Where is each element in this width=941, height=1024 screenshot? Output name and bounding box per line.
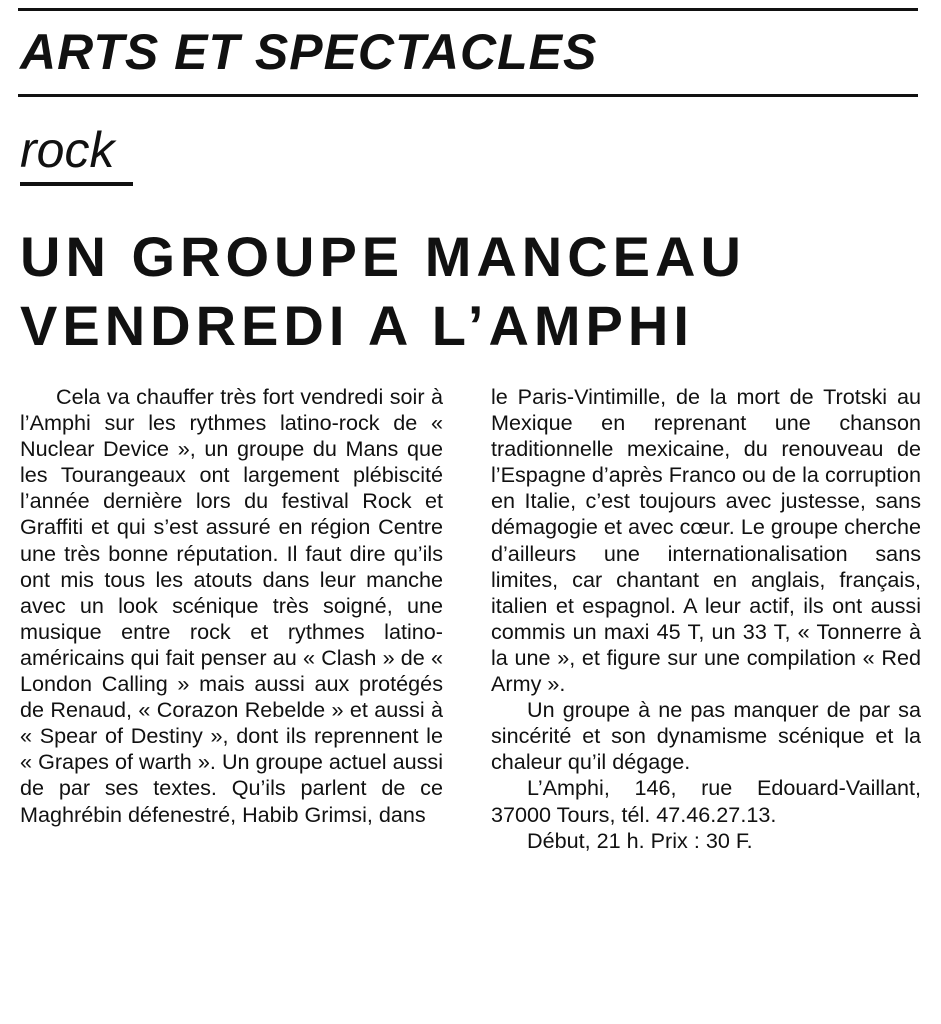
article-column-right bbox=[491, 384, 921, 854]
rubric-label: rock bbox=[20, 122, 115, 178]
article-paragraph-continued: le Paris-Vintimille, de la mort de Trotski au Mexique en reprenant une chanson traditionnelle mexicaine, du renouveau de l’Espagne d’après Franco ou de la corruption en Italie, c’est toujours avec justesse, sans démagogie et avec cœur. Le groupe cherche d’ailleurs une internationalisation sans limites, car chantant en anglais, français, italien et espagnol. A leur actif, ils ont aussi commis un maxi 45 T, un 33 T, « Tonnerre à la une », et figure sur une compilation « Red Army ». bbox=[491, 384, 921, 697]
section-rule bbox=[18, 94, 918, 97]
venue-address: L’Amphi, 146, rue Edouard-Vaillant, 37000 Tours, tél. 47.46.27.13. bbox=[491, 775, 921, 827]
headline-line-2: VENDREDI A L’AMPHI bbox=[20, 294, 694, 357]
section-title: ARTS ET SPECTACLES bbox=[20, 24, 598, 80]
article-paragraph-closing: Un groupe à ne pas manquer de par sa sincérité et son dynamisme scénique et la chaleur qu’il dégage. bbox=[491, 697, 921, 775]
show-time-price: Début, 21 h. Prix : 30 F. bbox=[527, 827, 753, 853]
top-rule bbox=[18, 8, 918, 11]
headline bbox=[20, 222, 930, 360]
article-paragraph: Cela va chauffer très fort vendredi soir à l’Amphi sur les rythmes latino-rock de « Nuclear Device », un groupe du Mans que les Tourangeaux ont largement plébiscité l’année dernière lors du festival Rock et Graffiti et qui s’est assuré en région Centre une très bonne réputation. Il faut dire qu’ils ont mis tous les atouts dans leur manche avec un look scénique très soigné, une musique entre rock et rythmes latino-américains qui fait penser au « Clash » de « London Calling » mais aussi aux protégés de Renaud, « Corazon Rebelde » et aussi à « Spear of Destiny », dont ils reprennent le « Grapes of warth ». Un groupe actuel aussi de par ses textes. Qu’ils parlent de ce Maghrébin défenestré, Habib Grimsi, dans bbox=[20, 384, 443, 827]
headline-line-1: UN GROUPE MANCEAU bbox=[20, 225, 746, 288]
article-column-left bbox=[20, 384, 443, 828]
rubric-underline bbox=[20, 182, 133, 186]
